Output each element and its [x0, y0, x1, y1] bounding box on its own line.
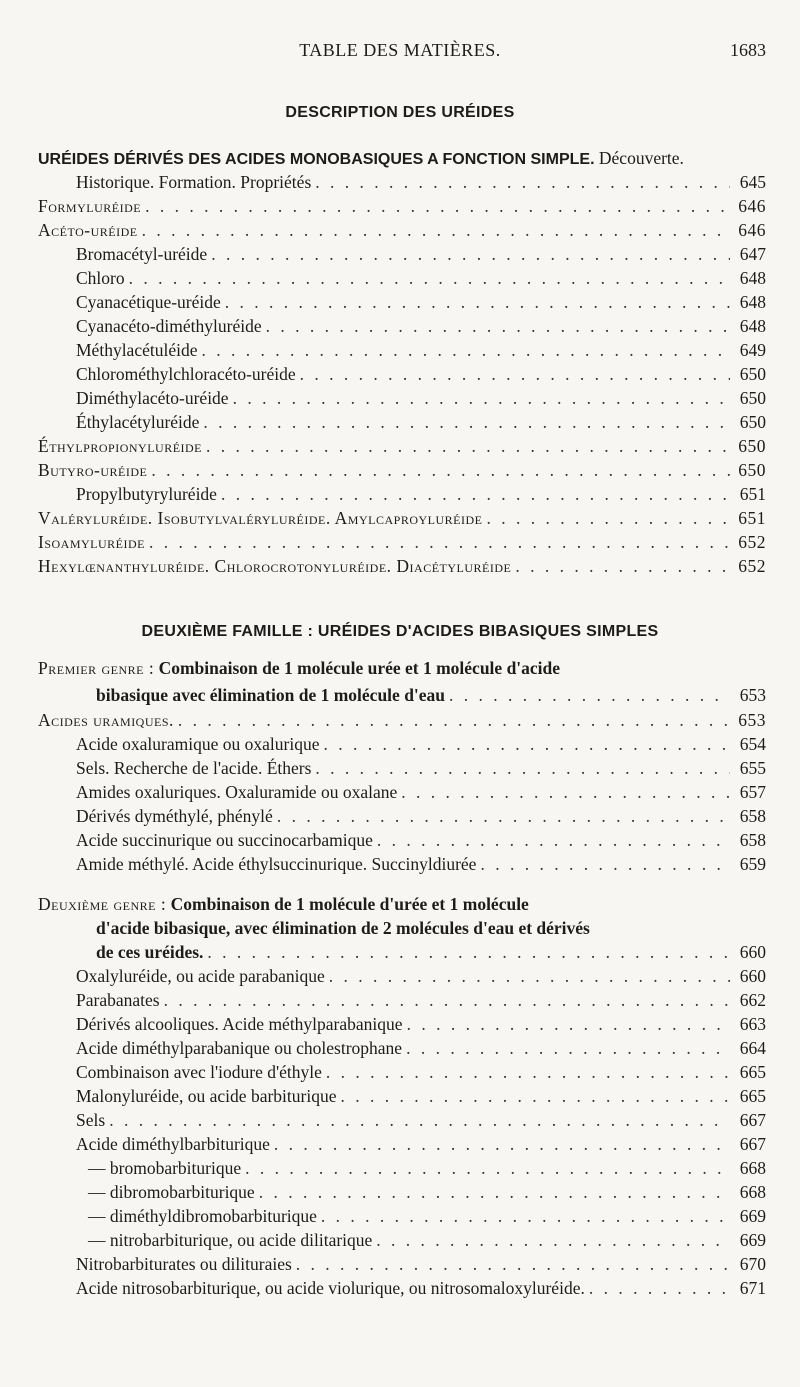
section1-intro — [38, 146, 684, 170]
genre2-title-line2: d'acide bibasique, avec élimination de 2 molécules d'eau et dérivés — [96, 918, 590, 938]
header-title: TABLE DES MATIÈRES. — [299, 40, 501, 60]
toc-entry: Historique. Formation. Propriétés . . . 645 — [76, 170, 766, 194]
toc-entry: Acide oxaluramique ou oxalurique . . . 654 — [76, 732, 766, 756]
toc-entry: Propylbutyryluréide . . . 651 — [76, 482, 766, 506]
toc-entry: Combinaison avec l'iodure d'éthyle . . . 665 — [76, 1060, 766, 1084]
toc-entry: Éthylacétyluréide . . . 650 — [76, 410, 766, 434]
toc-entry: Malonyluréide, ou acide barbiturique . . . 665 — [76, 1084, 766, 1108]
running-header — [0, 40, 800, 66]
section-heading-uréides: DESCRIPTION DES URÉIDES — [285, 104, 515, 121]
toc-entry: — dibromobarbiturique . . . 668 — [88, 1180, 766, 1204]
toc-entry: Hexylœnanthyluréide. Chlorocrotonyluréide. Diacétyluréide . . . 652 — [38, 554, 766, 578]
toc-entry: Sels. Recherche de l'acide. Éthers . . . 655 — [76, 756, 766, 780]
genre1-title-line2: bibasique avec élimination de 1 molécule d'eau . . . 653 — [96, 683, 766, 707]
toc-entry: — nitrobarbiturique, ou acide dilitarique . . . 669 — [88, 1228, 766, 1252]
genre1-title-line1: Premier genre : Combinaison de 1 molécule urée et 1 molécule d'acide — [38, 658, 561, 678]
toc-entry: Acide diméthylparabanique ou cholestrophane . . . 664 — [76, 1036, 766, 1060]
toc-entry: Nitrobarbiturates ou dilituraies . . . 670 — [76, 1252, 766, 1276]
section1-intro-rest: Découverte. — [598, 148, 684, 168]
toc-entry: Cyanacéto-diméthyluréide . . . 648 — [76, 314, 766, 338]
toc-entry: Acide succinurique ou succinocarbamique . . . 658 — [76, 828, 766, 852]
toc-entry: Méthylacétuléide . . . 649 — [76, 338, 766, 362]
toc-entry: Diméthylacéto-uréide . . . 650 — [76, 386, 766, 410]
toc-entry: Bromacétyl-uréide . . . 647 — [76, 242, 766, 266]
toc-entry: Acides uramiques. . . . 653 — [38, 708, 766, 732]
genre2-title-line3: de ces uréides. . . . 660 — [96, 940, 766, 964]
toc-entry: Éthylpropionyluréide . . . 650 — [38, 434, 766, 458]
genre2-title-line1: Deuxième genre : Combinaison de 1 molécule d'urée et 1 molécule — [38, 894, 529, 914]
toc-entry: — bromobarbiturique . . . 668 — [88, 1156, 766, 1180]
toc-entry: Acide diméthylbarbiturique . . . 667 — [76, 1132, 766, 1156]
toc-entry: Dérivés alcooliques. Acide méthylparabanique . . . 663 — [76, 1012, 766, 1036]
page-number: 1683 — [730, 40, 766, 60]
toc-entry: Amides oxaluriques. Oxaluramide ou oxalane . . . 657 — [76, 780, 766, 804]
toc-entry: Chlorométhylchloracéto-uréide . . . 650 — [76, 362, 766, 386]
toc-entry: Oxalyluréide, ou acide parabanique . . . 660 — [76, 964, 766, 988]
toc-entry: — diméthyldibromobarbiturique . . . 669 — [88, 1204, 766, 1228]
toc-entry: Valéryluréide. Isobutylvaléryluréide. Amylcaproyluréide . . . 651 — [38, 506, 766, 530]
section1-intro-bold: URÉIDES DÉRIVÉS DES ACIDES MONOBASIQUES A FONCTION SIMPLE. — [38, 151, 595, 168]
toc-entry: Acéto-uréide . . . 646 — [38, 218, 766, 242]
toc-entry: Sels . . . 667 — [76, 1108, 766, 1132]
toc-entry: Parabanates . . . 662 — [76, 988, 766, 1012]
toc-entry: Butyro-uréide . . . 650 — [38, 458, 766, 482]
toc-entry: Isoamyluréide . . . 652 — [38, 530, 766, 554]
toc-entry: Acide nitrosobarbiturique, ou acide violurique, ou nitrosomaloxyluréide. . . . 671 — [76, 1276, 766, 1300]
toc-entry: Cyanacétique-uréide . . . 648 — [76, 290, 766, 314]
toc-entry: Chloro . . . 648 — [76, 266, 766, 290]
toc-entry: Amide méthylé. Acide éthylsuccinurique. Succinyldiurée . . . 659 — [76, 852, 766, 876]
toc-entry: Formyluréide . . . 646 — [38, 194, 766, 218]
toc-entry: Dérivés dyméthylé, phénylé . . . 658 — [76, 804, 766, 828]
section-heading-deuxieme-famille: DEUXIÈME FAMILLE : URÉIDES D'ACIDES BIBASIQUES SIMPLES — [141, 623, 659, 640]
